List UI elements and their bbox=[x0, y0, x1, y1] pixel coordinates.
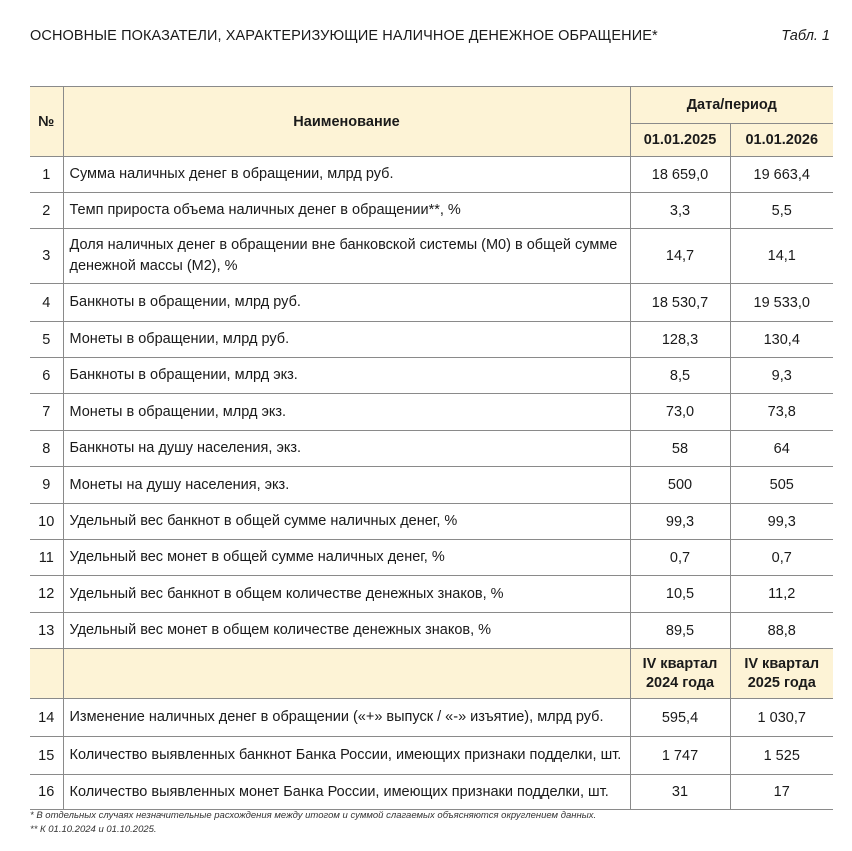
row-value-1: 1 747 bbox=[630, 737, 730, 775]
table-row bbox=[30, 613, 833, 649]
row-number: 2 bbox=[30, 193, 63, 229]
row-number: 14 bbox=[30, 699, 63, 737]
row-value-1: 3,3 bbox=[630, 193, 730, 229]
row-name: Количество выявленных монет Банка России, имеющих признаки подделки, шт. bbox=[63, 775, 630, 810]
row-value-2: 0,7 bbox=[730, 540, 833, 576]
row-value-1: 128,3 bbox=[630, 322, 730, 358]
row-value-2: 14,1 bbox=[730, 229, 833, 284]
row-number: 9 bbox=[30, 467, 63, 504]
row-number: 13 bbox=[30, 613, 63, 649]
table-row bbox=[30, 193, 833, 229]
header-date-2026: 01.01.2026 bbox=[730, 124, 833, 157]
table-row bbox=[30, 431, 833, 467]
table-row bbox=[30, 394, 833, 431]
row-value-2: 5,5 bbox=[730, 193, 833, 229]
row-value-1: 14,7 bbox=[630, 229, 730, 284]
row-name: Банкноты в обращении, млрд экз. bbox=[63, 358, 630, 394]
header-name: Наименование bbox=[63, 87, 630, 157]
row-name: Количество выявленных банкнот Банка России, имеющих признаки подделки, шт. bbox=[63, 737, 630, 775]
subheader-row bbox=[30, 649, 833, 699]
table-row bbox=[30, 358, 833, 394]
row-value-1: 99,3 bbox=[630, 504, 730, 540]
row-name: Монеты в обращении, млрд руб. bbox=[63, 322, 630, 358]
row-name: Банкноты на душу населения, экз. bbox=[63, 431, 630, 467]
row-number: 6 bbox=[30, 358, 63, 394]
row-name: Сумма наличных денег в обращении, млрд руб. bbox=[63, 157, 630, 193]
row-number: 3 bbox=[30, 229, 63, 284]
table-row bbox=[30, 540, 833, 576]
indicators-table bbox=[30, 86, 833, 810]
header-quarter-2024-line2: 2024 года bbox=[645, 674, 715, 691]
row-number: 12 bbox=[30, 576, 63, 613]
row-name: Удельный вес банкнот в общей сумме наличных денег, % bbox=[63, 504, 630, 540]
row-value-2: 505 bbox=[730, 467, 833, 504]
row-number: 11 bbox=[30, 540, 63, 576]
table-row bbox=[30, 467, 833, 504]
table-body-dates bbox=[30, 157, 833, 649]
row-name: Доля наличных денег в обращении вне банковской системы (М0) в общей сумме денежной массы (М2), % bbox=[63, 229, 630, 284]
row-name: Удельный вес монет в общем количестве денежных знаков, % bbox=[63, 613, 630, 649]
row-value-1: 31 bbox=[630, 775, 730, 810]
row-value-2: 19 663,4 bbox=[730, 157, 833, 193]
table-row bbox=[30, 775, 833, 810]
row-value-1: 10,5 bbox=[630, 576, 730, 613]
row-value-2: 1 030,7 bbox=[730, 699, 833, 737]
row-number: 1 bbox=[30, 157, 63, 193]
row-number: 10 bbox=[30, 504, 63, 540]
row-value-2: 19 533,0 bbox=[730, 284, 833, 322]
row-value-2: 17 bbox=[730, 775, 833, 810]
header-quarter-2025-line2: 2025 года bbox=[747, 674, 816, 691]
row-number: 5 bbox=[30, 322, 63, 358]
header-quarter-2024-line1: IV квартал bbox=[642, 655, 718, 672]
footnote-2: ** К 01.10.2024 и 01.10.2025. bbox=[30, 824, 157, 835]
header-quarter-2024 bbox=[630, 649, 730, 699]
header-quarter-2025-line1: IV квартал bbox=[744, 655, 820, 672]
row-name: Удельный вес монет в общей сумме наличных денег, % bbox=[63, 540, 630, 576]
table-row bbox=[30, 576, 833, 613]
header-date-2025: 01.01.2025 bbox=[630, 124, 730, 157]
row-value-1: 0,7 bbox=[630, 540, 730, 576]
header-quarter-2025 bbox=[730, 649, 833, 699]
row-value-1: 73,0 bbox=[630, 394, 730, 431]
row-value-2: 64 bbox=[730, 431, 833, 467]
subheader-empty-num bbox=[30, 649, 63, 699]
row-value-1: 8,5 bbox=[630, 358, 730, 394]
table-row bbox=[30, 504, 833, 540]
table-row bbox=[30, 157, 833, 193]
row-name: Темп прироста объема наличных денег в обращении**, % bbox=[63, 193, 630, 229]
row-number: 4 bbox=[30, 284, 63, 322]
row-value-1: 18 530,7 bbox=[630, 284, 730, 322]
row-value-2: 1 525 bbox=[730, 737, 833, 775]
row-name: Монеты в обращении, млрд экз. bbox=[63, 394, 630, 431]
header-number: № bbox=[30, 87, 63, 157]
table-title: ОСНОВНЫЕ ПОКАЗАТЕЛИ, ХАРАКТЕРИЗУЮЩИЕ НАЛИЧНОЕ ДЕНЕЖНОЕ ОБРАЩЕНИЕ* bbox=[30, 28, 658, 44]
table-row bbox=[30, 322, 833, 358]
row-value-1: 18 659,0 bbox=[630, 157, 730, 193]
table-body-quarters bbox=[30, 699, 833, 810]
table-row bbox=[30, 737, 833, 775]
row-name: Банкноты в обращении, млрд руб. bbox=[63, 284, 630, 322]
row-value-1: 595,4 bbox=[630, 699, 730, 737]
table-row bbox=[30, 284, 833, 322]
table-row bbox=[30, 229, 833, 284]
row-value-1: 58 bbox=[630, 431, 730, 467]
table-label: Табл. 1 bbox=[781, 28, 830, 44]
row-value-2: 73,8 bbox=[730, 394, 833, 431]
row-value-2: 99,3 bbox=[730, 504, 833, 540]
row-number: 8 bbox=[30, 431, 63, 467]
row-value-1: 500 bbox=[630, 467, 730, 504]
row-value-1: 89,5 bbox=[630, 613, 730, 649]
row-number: 7 bbox=[30, 394, 63, 431]
header-period: Дата/период bbox=[630, 87, 833, 124]
row-value-2: 11,2 bbox=[730, 576, 833, 613]
row-value-2: 130,4 bbox=[730, 322, 833, 358]
row-name: Изменение наличных денег в обращении («+» выпуск / «-» изъятие), млрд руб. bbox=[63, 699, 630, 737]
row-number: 16 bbox=[30, 775, 63, 810]
row-name: Монеты на душу населения, экз. bbox=[63, 467, 630, 504]
row-name: Удельный вес банкнот в общем количестве денежных знаков, % bbox=[63, 576, 630, 613]
subheader-empty-name bbox=[63, 649, 630, 699]
table-row bbox=[30, 699, 833, 737]
row-value-2: 88,8 bbox=[730, 613, 833, 649]
footnote-1: * В отдельных случаях незначительные расхождения между итогом и суммой слагаемых объясняются округлением данных. bbox=[30, 810, 597, 821]
row-value-2: 9,3 bbox=[730, 358, 833, 394]
row-number: 15 bbox=[30, 737, 63, 775]
